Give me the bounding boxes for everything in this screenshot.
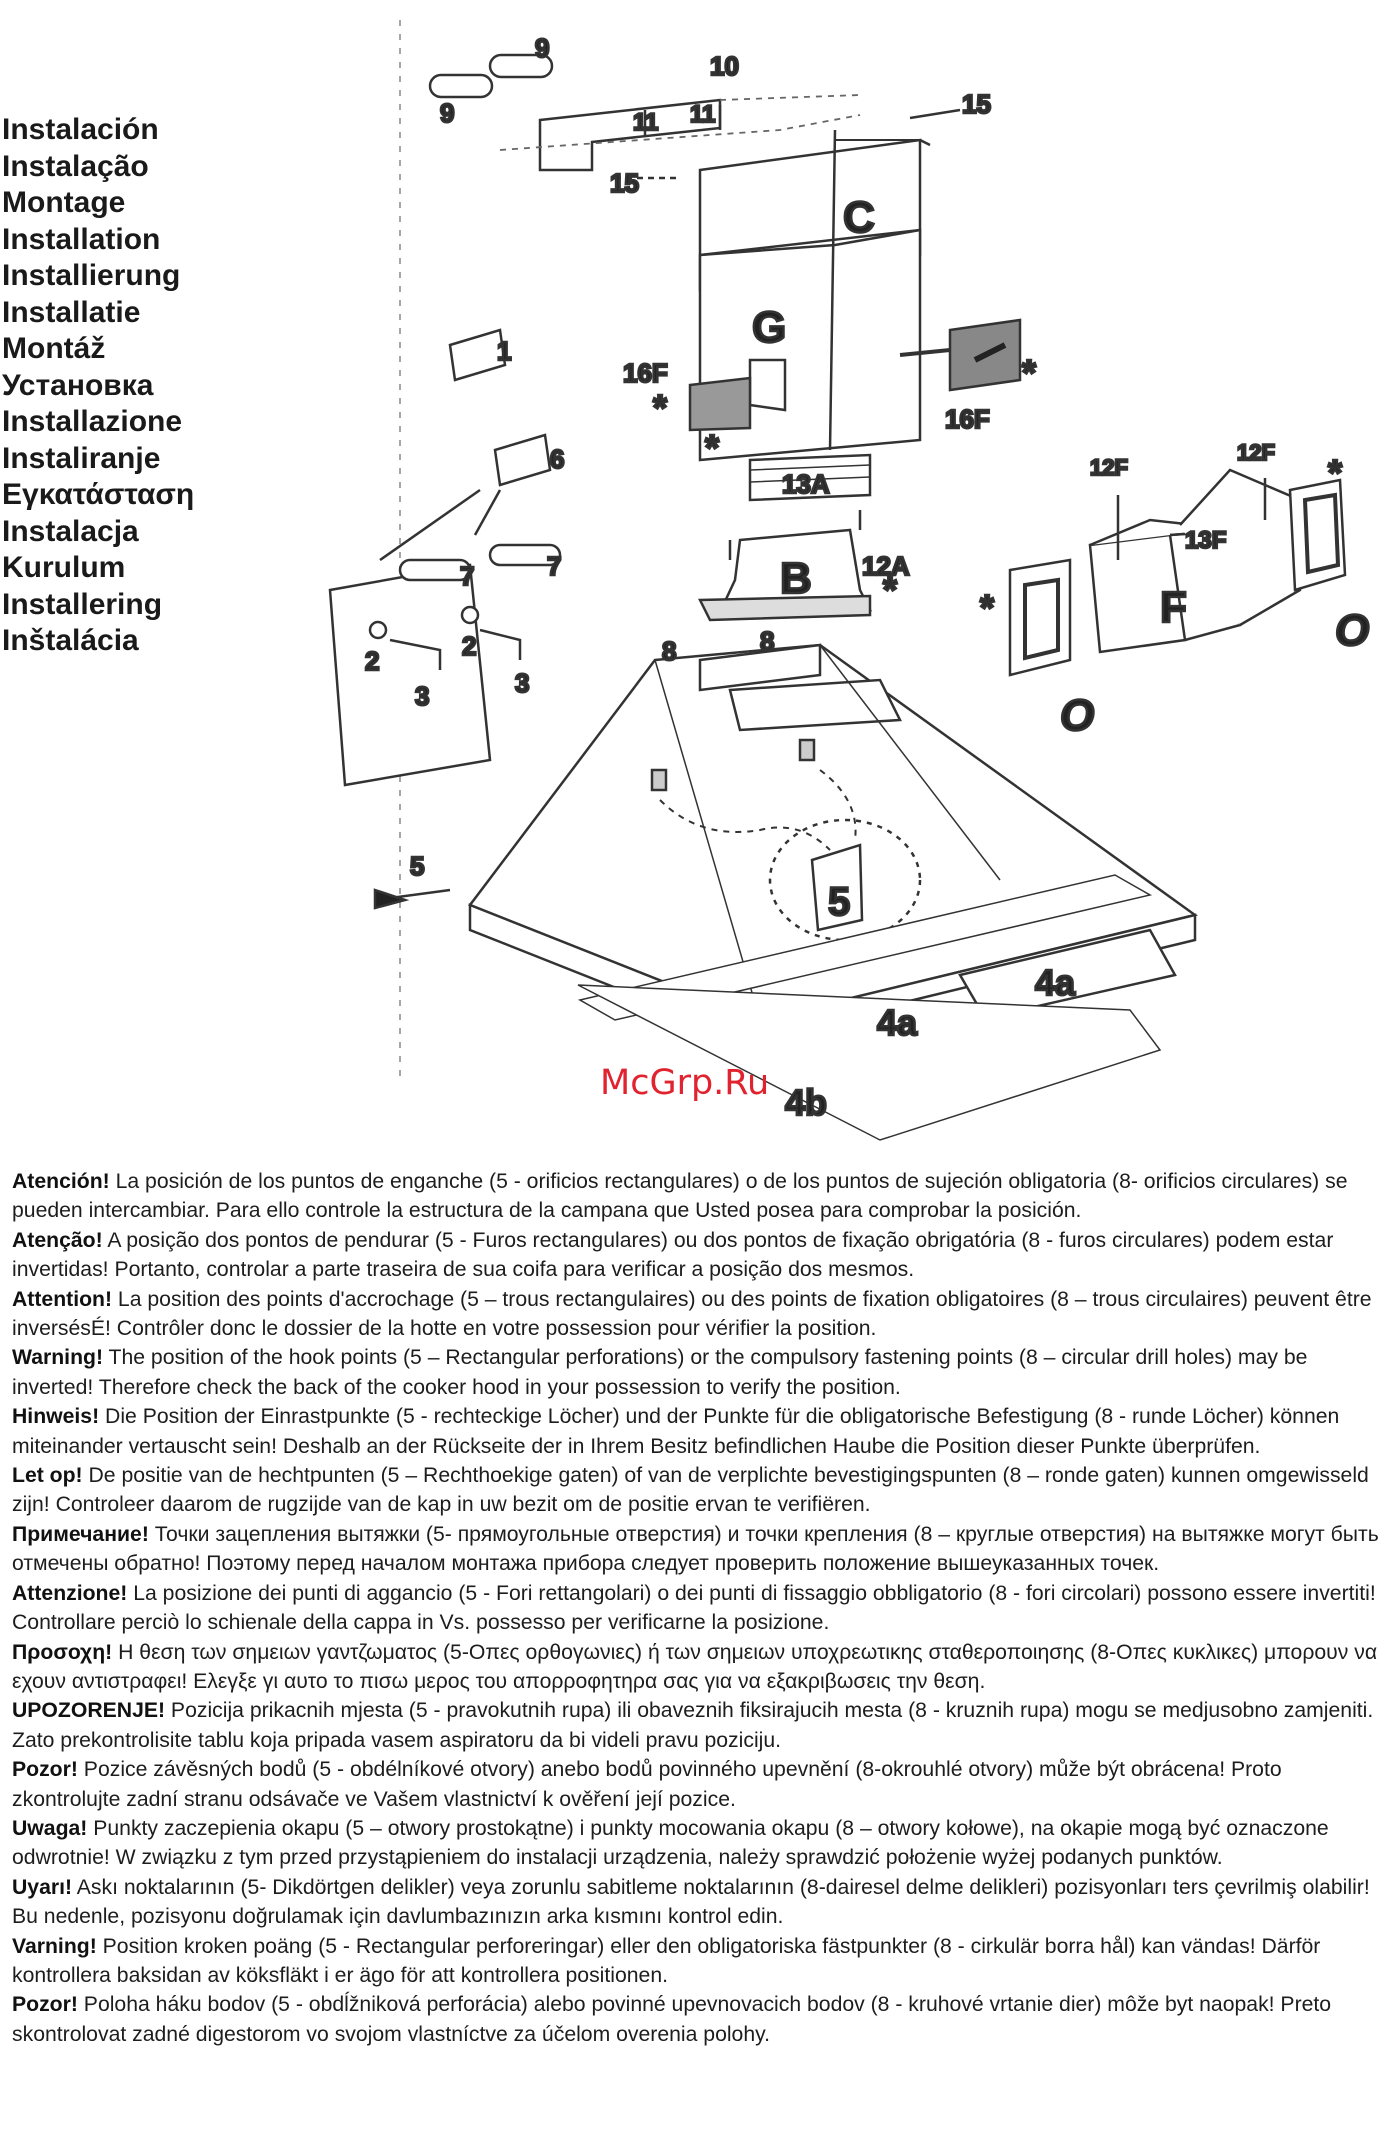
star-mark: * [1328,452,1343,493]
label-5-circle: 5 [828,880,851,924]
label-c: C [843,193,875,242]
label-7b: 7 [547,551,562,581]
title-sv: Installering [2,587,163,621]
title-tr: Kurulum [2,551,126,584]
note-lead: Atenção! [12,1228,103,1252]
note-sv [12,1932,1380,1991]
note-text: Η θεση των σημειων γαντζωματος (5-Οπες ορθογωνιες) ή των σημειων υποχρεωτικης σταθεροποιησης (8-Οπες κυκλικες) μπορουν να εχουν αντιστραφει! Ελεγξε γι αυτο το πισω μερος του απορροφητηρα σας για να εξακριβωσεις την θεση. [12,1640,1378,1693]
label-8a: 8 [662,636,677,666]
note-text: Position kroken poäng (5 - Rectangular perforeringar) eller den obligatoriska fästpunkter (8 - cirkulär borra hål) kan vändas! Därför kontrollera baksidan av köksfläkt i er ägo för att kontrollera positionen. [12,1934,1321,1987]
wall-fixing-group [330,330,560,785]
note-lead: Varning! [12,1934,97,1958]
note-text: Точки зацепления вытяжки (5- прямоугольные отверстия) и точки крепления (8 – круглые отверстия) на вытяжке могут быть отмечены обратно! Поэтому перед началом монтажа прибора следует проверить положение вышеуказанных точек. [12,1522,1379,1576]
label-o-left: O [1060,691,1095,740]
title-de: Installierung [2,259,181,292]
note-lead: Uyarı! [12,1875,73,1899]
note-text: Punkty zaczepienia okapu (5 – otwory prostokątne) i punkty mocowania okapu (8 – otwory kołowe), na okapie mogą być oznaczone odwrotnie! W związku z tym przed przystąpieniem do instalacji urządzenia, należy sprawdzić położenie wyżej podanych punktów. [12,1816,1329,1870]
note-text: Poloha háku bodov (5 - obdĺžniková perforácia) alebo povinné upevnovacich bodov (8 - kruhové vrtanie dier) môže byt naopak! Preto skontrolovat zadné digestorom vo svojom vlastníctve za účelom overenia polohy. [12,1993,1332,2046]
label-9a: 9 [535,33,550,63]
note-ru [12,1520,1380,1579]
label-16f-left: 16F [623,358,668,388]
note-lead: Примечание! [12,1522,149,1546]
label-f: F [1160,583,1187,632]
watermark: McGrp.Ru [600,1063,770,1103]
star-mark: * [705,427,720,468]
note-it [12,1579,1380,1638]
note-lead: Atención! [12,1170,110,1193]
star-mark: * [1022,352,1037,393]
note-lead: Pozor! [12,1993,78,2017]
label-12a: 12A [862,551,910,581]
note-lead: Προσοχη! [12,1640,113,1664]
note-sk [12,1990,1380,2049]
note-text: La posición de los puntos de enganche (5 - orificios rectangulares) o de los puntos de sujeción obligatoria (8- orificios circulares) se pueden intercambiar. Para ello controle la estructura de la campana que Usted posea para comprobar la posición. [12,1170,1348,1223]
title-fr: Montage [2,186,126,219]
star-mark: * [883,569,898,610]
note-fr [12,1285,1380,1344]
label-13a: 13A [782,469,830,499]
note-pl [12,1814,1380,1873]
note-lead: Attenzione! [12,1581,128,1605]
note-text: La position des points d'accrochage (5 – trous rectangulaires) ou des points de fixation obligatoires (8 – trous circulaires) peuvent être inversésÉ! Contrôler donc le dossier de la hotte en votre possession pour vérifier la position. [12,1287,1372,1341]
title-pt: Instalação [2,149,149,183]
note-nl [12,1461,1380,1520]
title-nl: Installatie [2,295,141,329]
label-2a: 2 [365,646,380,676]
title-el: Εγκατάσταση [2,478,195,511]
note-de [12,1402,1380,1461]
star-mark: * [653,387,668,428]
title-sk: Inštalácia [2,624,139,657]
note-lead: Attention! [12,1287,113,1311]
note-text: A posição dos pontos de pendurar (5 - Furos rectangulares) ou dos pontos de fixação obrigatória (8 - furos circulares) podem estar invertidas! Portanto, controlar a parte traseira de sua coifa para verificar a posição dos mesmos. [12,1228,1334,1282]
note-lead: UPOZORENJE! [12,1699,166,1723]
label-8b: 8 [760,626,775,656]
label-3a: 3 [415,681,430,711]
star-mark: * [980,587,995,628]
title-en: Installation [2,222,161,256]
note-pt [12,1226,1380,1285]
label-16f-right: 16F [945,404,990,434]
label-1: 1 [497,336,512,366]
note-es [12,1167,1380,1226]
label-11a: 11 [633,109,659,136]
note-lead: Hinweis! [12,1405,100,1429]
note-text: The position of the hook points (5 – Rectangular perforations) or the compulsory fastening points (8 – circular drill holes) may be inverted! Therefore check the back of the cooker hood in your possession to verify the position. [12,1346,1308,1399]
title-ru: Установка [2,368,154,402]
title-hr: Instaliranje [2,441,161,475]
title-es: Instalación [2,113,159,146]
note-text: Die Position der Einrastpunkte (5 - rechteckige Löcher) und der Punkte für die obligatorische Befestigung (8 - runde Löcher) können miteinander vertauscht sein! Deshalb an der Rückseite der in Ihrem Besitz befindlichen Haube die Position dieser Punkte überprüfen. [12,1405,1340,1458]
chimney-group [690,130,1020,500]
label-o-right: O [1335,606,1370,655]
note-en [12,1343,1380,1402]
label-4a-left: 4a [877,1002,918,1043]
note-text: Pozicija prikacnih mjesta (5 - pravokutnih rupa) ili obaveznih fiksirajucih mesta (8 - kruznih rupa) mogu se medjusobno zamjeniti. Zato prekontrolisite tablu koja pripada vasem aspiratoru da bi videli pravu poziciju. [12,1699,1374,1752]
note-hr [12,1696,1380,1755]
warning-notes [12,1167,1380,2049]
label-3b: 3 [515,668,530,698]
title-it: Installazione [2,405,183,438]
title-cs: Montáž [2,332,106,365]
label-4b: 4b [785,1082,828,1123]
label-9b: 9 [440,98,455,128]
note-lead: Warning! [12,1346,104,1370]
label-10: 10 [710,51,739,81]
note-el [12,1638,1380,1697]
label-g: G [752,303,787,352]
duct-kit-f [1010,470,1345,675]
note-tr [12,1873,1380,1932]
label-b: B [780,554,812,603]
label-15a: 15 [962,89,991,119]
note-text: Askı noktalarının (5- Dikdörtgen delikler) veya zorunlu sabitleme noktalarının (8-dairesel delme delikleri) pozisyonları ters çevrilmiş olabilir! Bu nedenle, pozisyonu doğrulamak için davlumbazınızın arka kısmını kontrol edin. [12,1875,1370,1929]
label-12f-left: 12F [1090,455,1128,480]
label-5-arrow: 5 [410,851,425,881]
label-15b: 15 [610,168,639,198]
note-lead: Pozor! [12,1758,78,1782]
label-4a-right: 4a [1035,962,1076,1003]
label-11b: 11 [690,101,716,128]
note-cs [12,1755,1380,1814]
note-lead: Let op! [12,1464,83,1488]
label-2b: 2 [462,631,477,661]
label-12f-right: 12F [1237,440,1275,465]
note-text: Pozice závěsných bodů (5 - obdélníkové otvory) anebo bodů povinného upevnění (8-okrouhlé otvory) může být obrácena! Proto zkontrolujte zadní stranu odsávače ve Vašem vlastnictví k ověření její pozice. [12,1758,1282,1811]
label-6: 6 [550,444,565,474]
label-7a: 7 [460,561,475,591]
note-lead: Uwaga! [12,1816,88,1840]
note-text: La posizione dei punti di aggancio (5 - Fori rettangolari) o dei punti di fissaggio obbligatorio (8 - fori circolari) possono essere invertiti! Controllare perciò lo schienale della cappa in Vs. possesso per verificarne la posizione. [12,1581,1376,1635]
label-13f: 13F [1185,527,1227,554]
title-pl: Instalacja [2,514,139,548]
note-text: De positie van de hechtpunten (5 – Rechthoekige gaten) of van de verplichte bevestigingspunten (8 – ronde gaten) kunnen omgewisseld zijn! Controleer daarom de rugzijde van de kap in uw bezit om de positie ervan te verifiëren. [12,1464,1369,1517]
